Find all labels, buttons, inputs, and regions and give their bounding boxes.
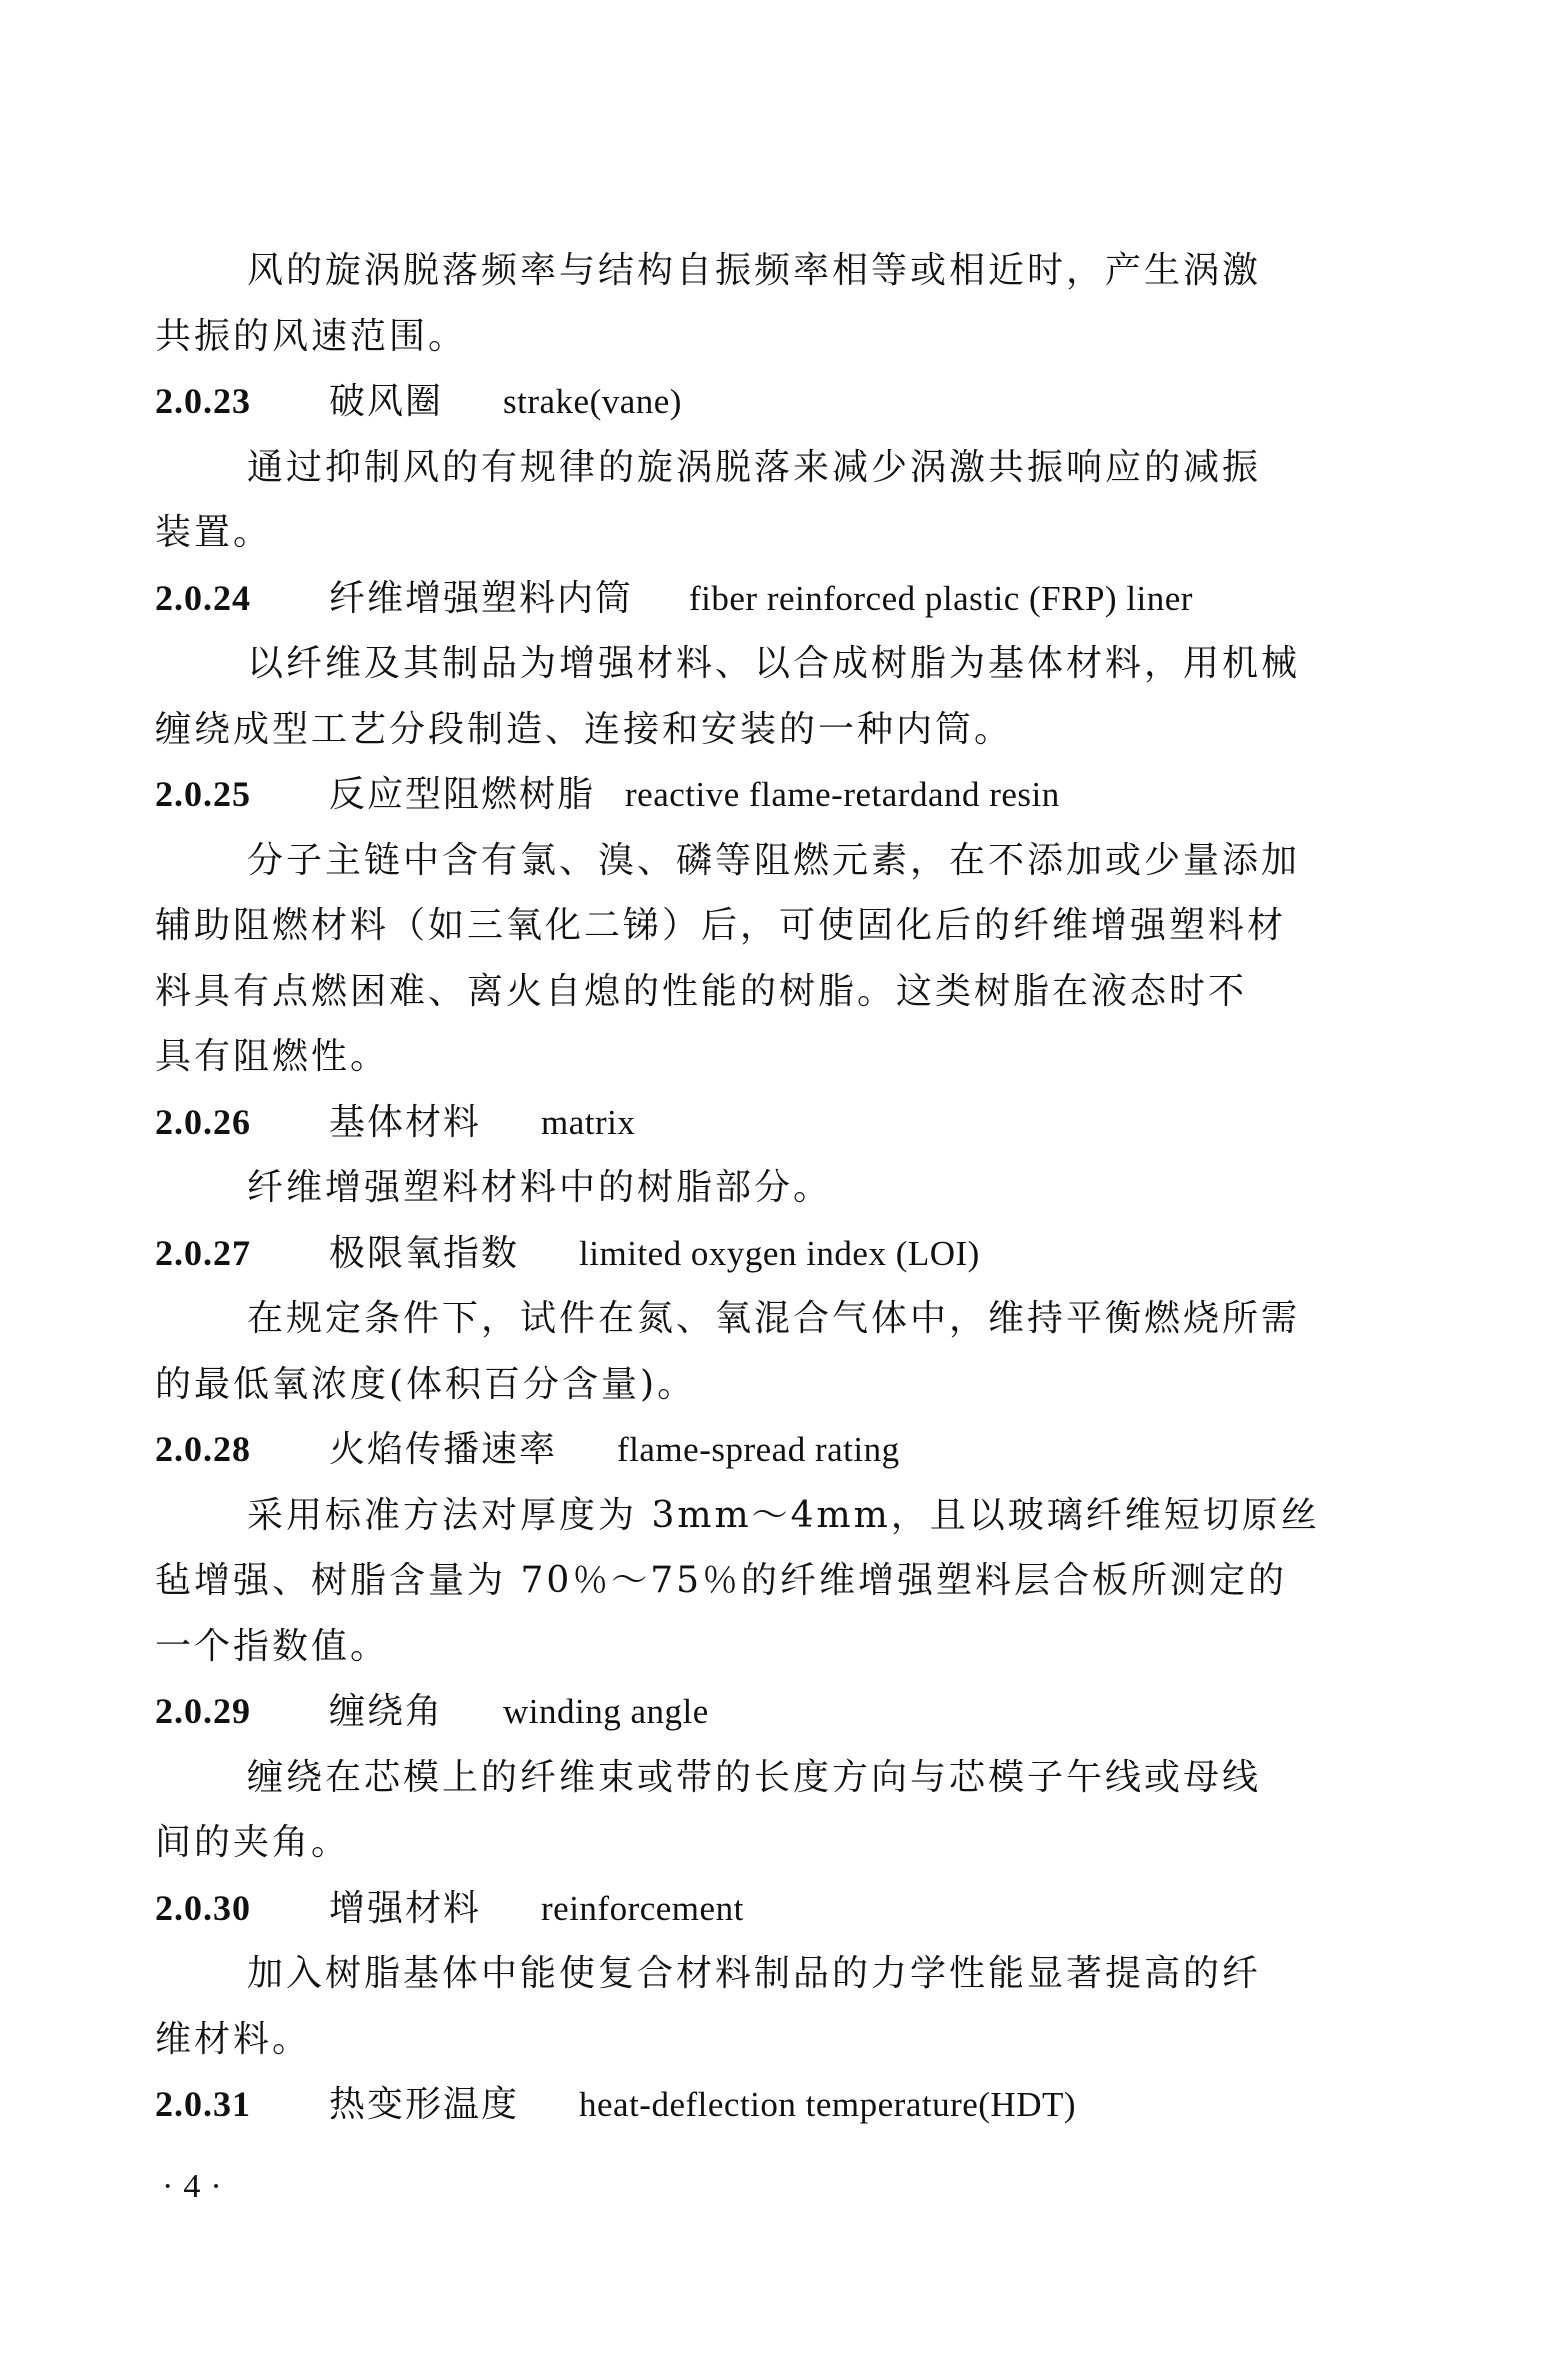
term-chinese: 热变形温度 <box>329 2084 520 2125</box>
term-chinese: 基体材料 <box>329 1101 482 1143</box>
term-number: 2.0.30 <box>155 1887 251 1928</box>
term-number: 2.0.26 <box>155 1101 251 1142</box>
term-heading <box>155 2072 1380 2138</box>
term-heading <box>155 1876 1380 1942</box>
term-heading <box>155 1417 1380 1483</box>
term-heading <box>155 1090 1380 1156</box>
definition-line: 一个指数值。 <box>155 1625 390 1667</box>
term-chinese: 极限氧指数 <box>329 1232 520 1274</box>
term-number: 2.0.24 <box>155 577 251 618</box>
definition-line: 纤维增强塑料材料中的树脂部分。 <box>247 1167 833 1208</box>
term-heading <box>155 566 1380 632</box>
definition-line: 缠绕在芯模上的纤维束或带的长度方向与芯模子午线或母线 <box>247 1756 1262 1798</box>
term-heading <box>155 1221 1380 1287</box>
term-chinese: 火焰传播速率 <box>329 1429 558 1470</box>
term-chinese: 破风圈 <box>329 381 444 422</box>
term-english: matrix <box>541 1102 636 1142</box>
term-chinese: 缠绕角 <box>329 1691 444 1732</box>
term-heading <box>155 1679 1380 1745</box>
continuation-line: 风的旋涡脱落频率与结构自振频率相等或相近时，产生涡激 <box>247 250 1262 291</box>
definition-line: 装置。 <box>155 512 273 553</box>
definition-line: 毡增强、树脂含量为 70％～75％的纤维增强塑料层合板所测定的 <box>155 1560 1288 1601</box>
term-number: 2.0.27 <box>155 1232 251 1273</box>
definition-line: 具有阻燃性。 <box>155 1036 390 1077</box>
continuation-line: 共振的风速范围。 <box>155 315 468 357</box>
definition-line: 料具有点燃困难、离火自熄的性能的树脂。这类树脂在液态时不 <box>155 970 1248 1012</box>
term-english: strake(vane) <box>503 382 682 421</box>
term-number: 2.0.31 <box>155 2084 251 2124</box>
term-english: flame-spread rating <box>617 1430 900 1469</box>
page-number: ·4· <box>162 2168 232 2205</box>
term-heading <box>155 369 1380 435</box>
term-english: reactive flame-retardand resin <box>625 775 1060 814</box>
document-page <box>155 238 1380 2138</box>
term-english: winding angle <box>503 1692 709 1731</box>
definition-line: 在规定条件下，试件在氮、氧混合气体中，维持平衡燃烧所需 <box>247 1298 1301 1339</box>
definition-line: 采用标准方法对厚度为 3mm～4mm，且以玻璃纤维短切原丝 <box>247 1494 1320 1536</box>
definition-line: 通过抑制风的有规律的旋涡脱落来减少涡激共振响应的减振 <box>247 446 1262 488</box>
term-chinese: 纤维增强塑料内筒 <box>329 577 634 619</box>
term-chinese: 反应型阻燃树脂 <box>329 774 596 815</box>
definition-line: 分子主链中含有氯、溴、磷等阻燃元素，在不添加或少量添加 <box>247 839 1301 881</box>
definition-line: 辅助阻燃材料（如三氧化二锑）后，可使固化后的纤维增强塑料材 <box>155 905 1287 946</box>
term-english: reinforcement <box>541 1888 744 1928</box>
term-heading <box>155 762 1380 828</box>
definition-line: 加入树脂基体中能使复合材料制品的力学性能显著提高的纤 <box>247 1953 1262 1994</box>
definition-line: 缠绕成型工艺分段制造、连接和安装的一种内筒。 <box>155 708 1014 750</box>
definition-line: 的最低氧浓度(体积百分含量)。 <box>155 1363 697 1405</box>
term-english: heat-deflection temperature(HDT) <box>579 2085 1077 2124</box>
definition-line: 间的夹角。 <box>155 1822 351 1863</box>
term-number: 2.0.29 <box>155 1691 251 1731</box>
term-number: 2.0.25 <box>155 774 251 814</box>
definition-line: 以纤维及其制品为增强材料、以合成树脂为基体材料，用机械 <box>247 643 1301 684</box>
term-number: 2.0.28 <box>155 1429 251 1469</box>
term-english: fiber reinforced plastic (FRP) liner <box>689 578 1193 618</box>
term-english: limited oxygen index (LOI) <box>579 1233 980 1273</box>
term-chinese: 增强材料 <box>329 1887 482 1929</box>
definition-line: 维材料。 <box>155 2018 312 2060</box>
term-number: 2.0.23 <box>155 381 251 421</box>
